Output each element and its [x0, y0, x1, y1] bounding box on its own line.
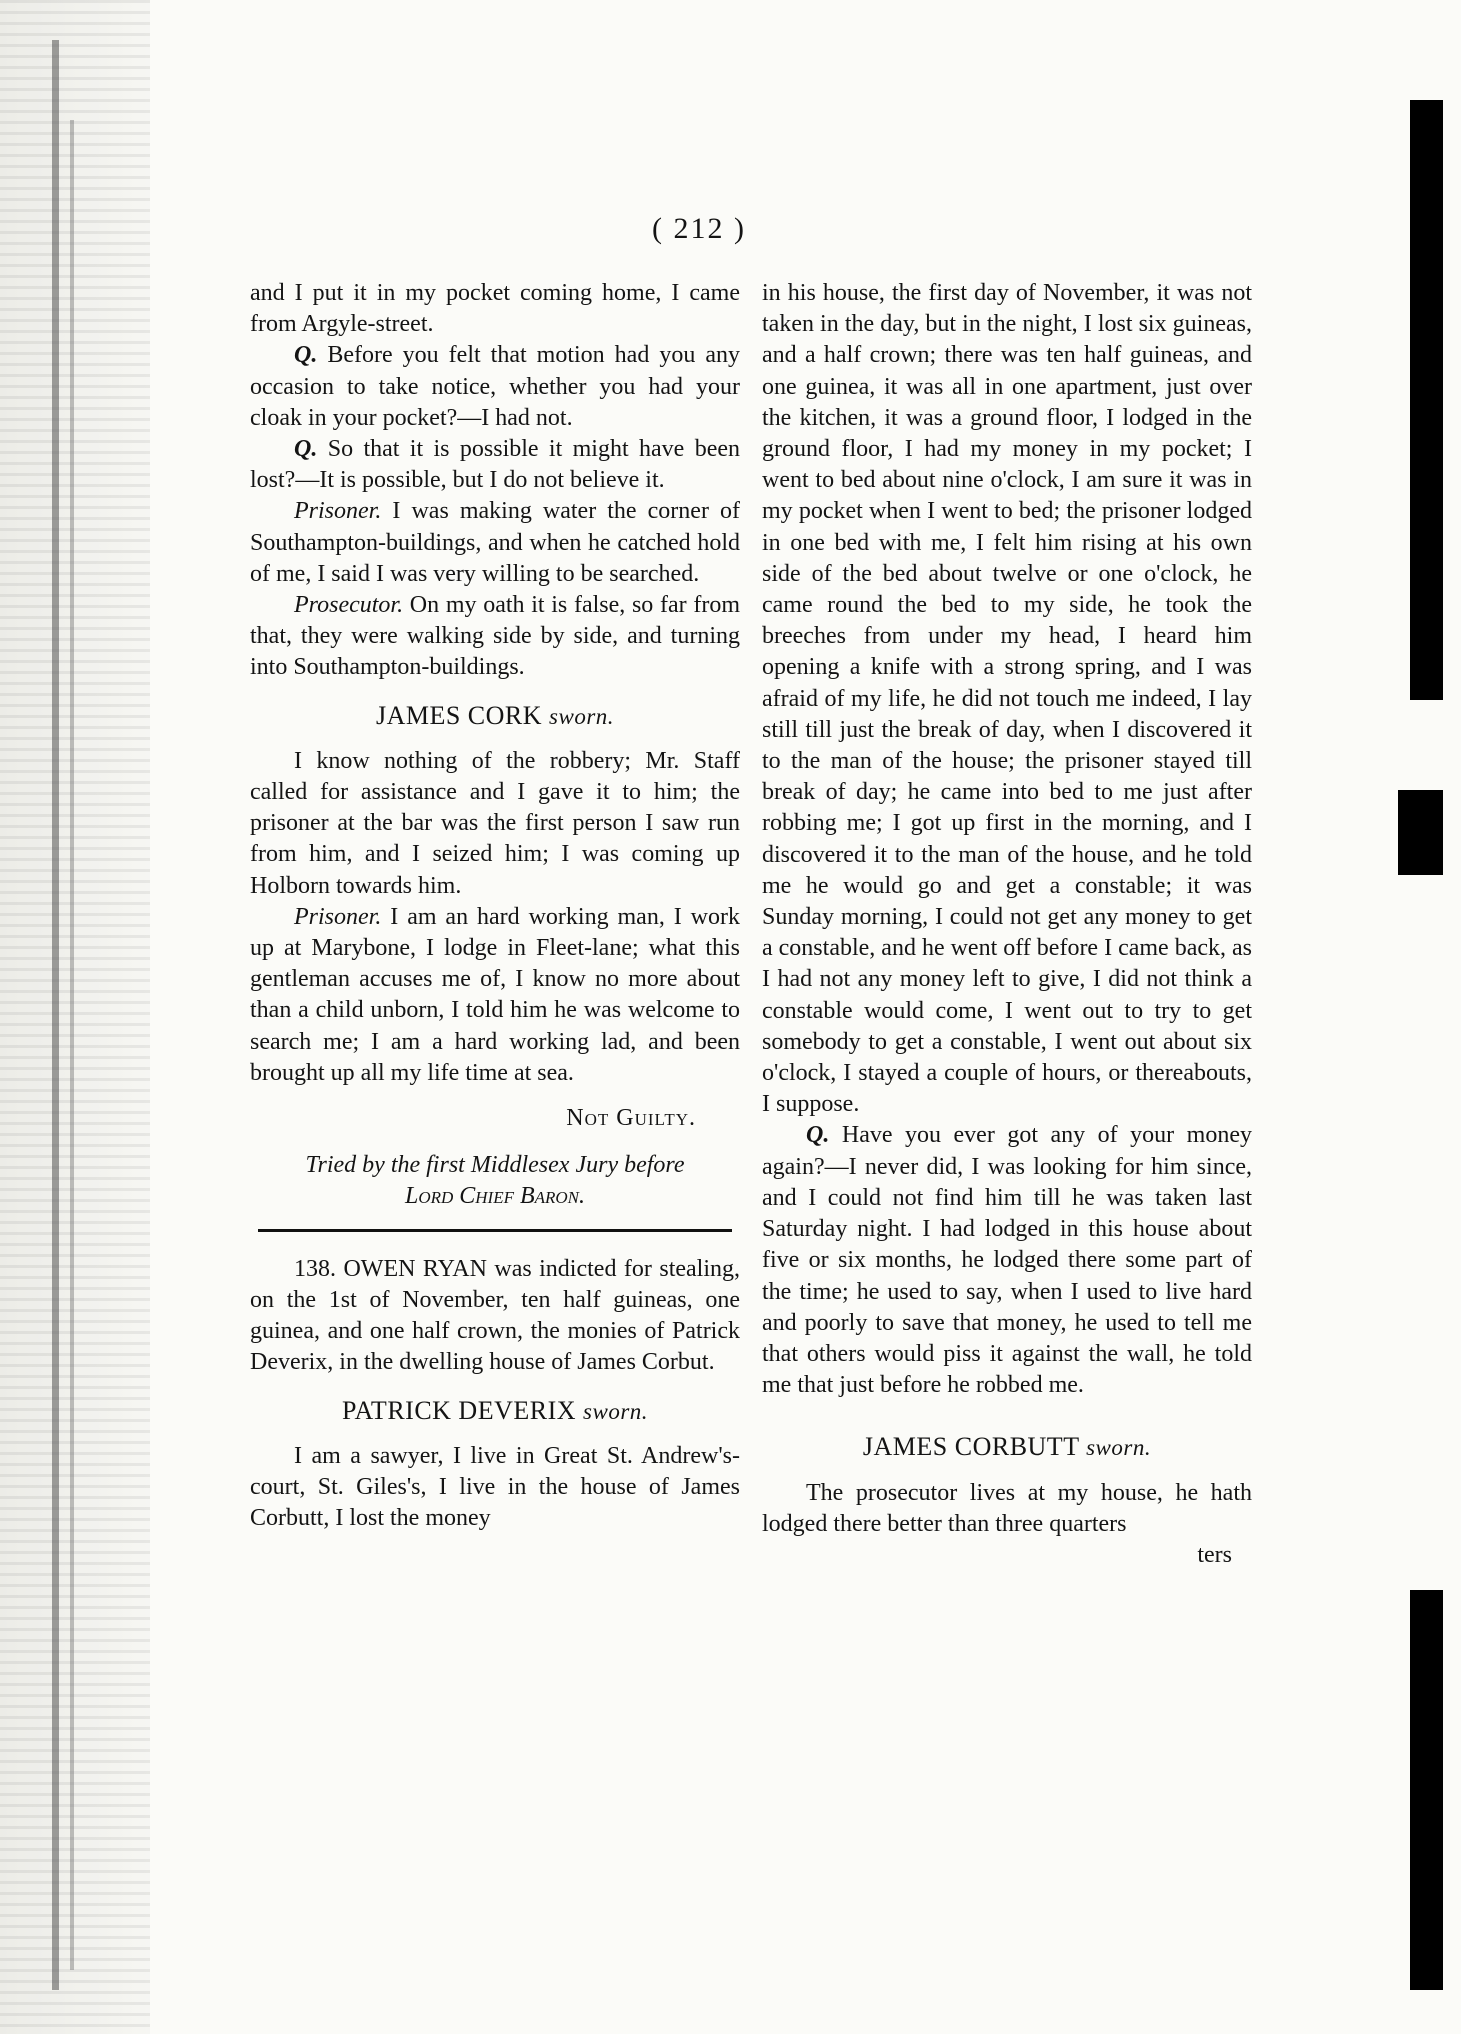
witness-heading-corbutt — [762, 1431, 1252, 1463]
question-paragraph — [250, 340, 740, 434]
statement-text: On my oath it is false, so far from that, they were walking side by side, and turning into Southampton-buildings. — [250, 592, 740, 681]
speaker-label: Prisoner. — [294, 498, 382, 525]
statement-text: I am an hard working man, I work up at Marybone, I lodge in Fleet-lane; what this gentleman accuses me of, I know no more about than a child unborn, I told him he was welcome to search me; I am a hard working lad, and been brought up all my life time at sea. — [250, 903, 740, 1086]
binding-edge-inner — [70, 120, 74, 1970]
page-folio: ( 212 ) — [652, 212, 746, 245]
case-indictment: 138. OWEN RYAN was indicted for stealing, on the 1st of November, ten half guineas, one guinea, and one half crown, the monies of Patrick Deverix, in the dwelling house of James Corbut. — [250, 1255, 740, 1376]
column-left — [250, 278, 740, 1534]
witness-heading-cork — [250, 700, 740, 732]
scan-left-margin — [0, 0, 150, 2034]
sworn-label: sworn. — [1086, 1435, 1152, 1461]
prosecutor-statement — [250, 590, 740, 684]
prisoner-statement — [250, 496, 740, 590]
testimony-deverix: I am a sawyer, I live in Great St. Andrew's-court, St. Giles's, I live in the house of James Corbutt, I lost the money — [250, 1442, 740, 1532]
witness-heading-deverix — [250, 1395, 740, 1427]
binding-edge — [52, 40, 59, 1990]
witness-name: PATRICK DEVERIX — [341, 1395, 584, 1425]
question-mark-q: Q. — [294, 342, 318, 369]
question-text: So that it is possible it might have been lost?—It is possible, but I do not believe it. — [250, 436, 740, 494]
witness-name: JAMES CORBUTT — [862, 1432, 1087, 1462]
testimony-deverix-continued: in his house, the first day of November, it was not taken in the day, but in the night, I lost six guineas, and a half crown; there was ten half guineas, and one guinea, it was all in one apartment, just over the kitchen, it was a ground floor, I lodged in the ground floor, I had my money in my pocket; I went to bed about nine o'clock, I am sure it was in my pocket when I went to bed; the prisoner lodged in one bed with me, I felt him rising at his own side of the bed about twelve or one o'clock, he came round the bed to my side, he took the breeches from under my head, I heard him opening a knife with a strong spring, and I was afraid of my life, he did not touch me indeed, I lay still till just the break of day, when I discovered it to the man of the house; the prisoner stayed till break of day; he came into bed to me just after robbing me; I got up first in the morning, and I discovered it to the man of the house, and he told me he would go and get a constable; it was Sunday morning, I could not get any money to get a constable, and he went off before I came back, as I had not any money left to give, I did not think a constable would come, I went out to try to get somebody to get a constable, I went out about six o'clock, I stayed a couple of hours, or thereabouts, I suppose. — [762, 280, 1252, 1118]
question-paragraph — [250, 434, 740, 496]
testimony-cork: I know nothing of the robbery; Mr. Staff called for assistance and I gave it to him; the prisoner at the bar was the first person I saw run from him, and I seized him; I was coming up Holborn towards him. — [250, 747, 740, 899]
sworn-label: sworn. — [549, 703, 615, 729]
sworn-label: sworn. — [583, 1398, 649, 1424]
question-mark-q: Q. — [294, 436, 318, 463]
question-text: Before you felt that motion had you any occasion to take notice, whether you had your cloak in your pocket?—I had not. — [250, 342, 740, 431]
question-paragraph — [762, 1120, 1252, 1401]
scan-mark-top — [1410, 100, 1443, 700]
speaker-label: Prisoner. — [294, 903, 382, 930]
column-right — [762, 278, 1252, 1571]
scan-mark-middle — [1398, 790, 1443, 875]
verdict: Not Guilty. — [566, 1105, 696, 1132]
testimony-corbutt: The prosecutor lives at my house, he hath lodged there better than three quarters — [762, 1479, 1252, 1537]
question-text: Have you ever got any of your money again?—I never did, I was looking for him since, and I could not find him till he was taken last Saturday night. I had lodged in this house about five or six months, he lodged there some part of the time; he used to say, when I used to live hard and poorly to save that money, he used to tell me that others would piss it against the wall, he told me that just before he robbed me. — [762, 1122, 1252, 1399]
trial-line-1: Tried by the first Middlesex Jury before — [305, 1152, 685, 1179]
witness-name: JAMES CORK — [375, 700, 550, 730]
section-rule — [258, 1229, 732, 1232]
paragraph-continuation: and I put it in my pocket coming home, I came from Argyle-street. — [250, 280, 740, 338]
catchword: ters — [1197, 1541, 1232, 1568]
question-mark-q: Q. — [806, 1122, 830, 1149]
scan-mark-bottom — [1410, 1590, 1443, 1990]
trial-line-2: Lord Chief Baron. — [404, 1183, 586, 1210]
statement-text: I was making water the corner of Southampton-buildings, and when he catched hold of me, I said I was very willing to be searched. — [250, 498, 740, 587]
speaker-label: Prosecutor. — [294, 592, 404, 619]
prisoner-statement — [250, 902, 740, 1089]
